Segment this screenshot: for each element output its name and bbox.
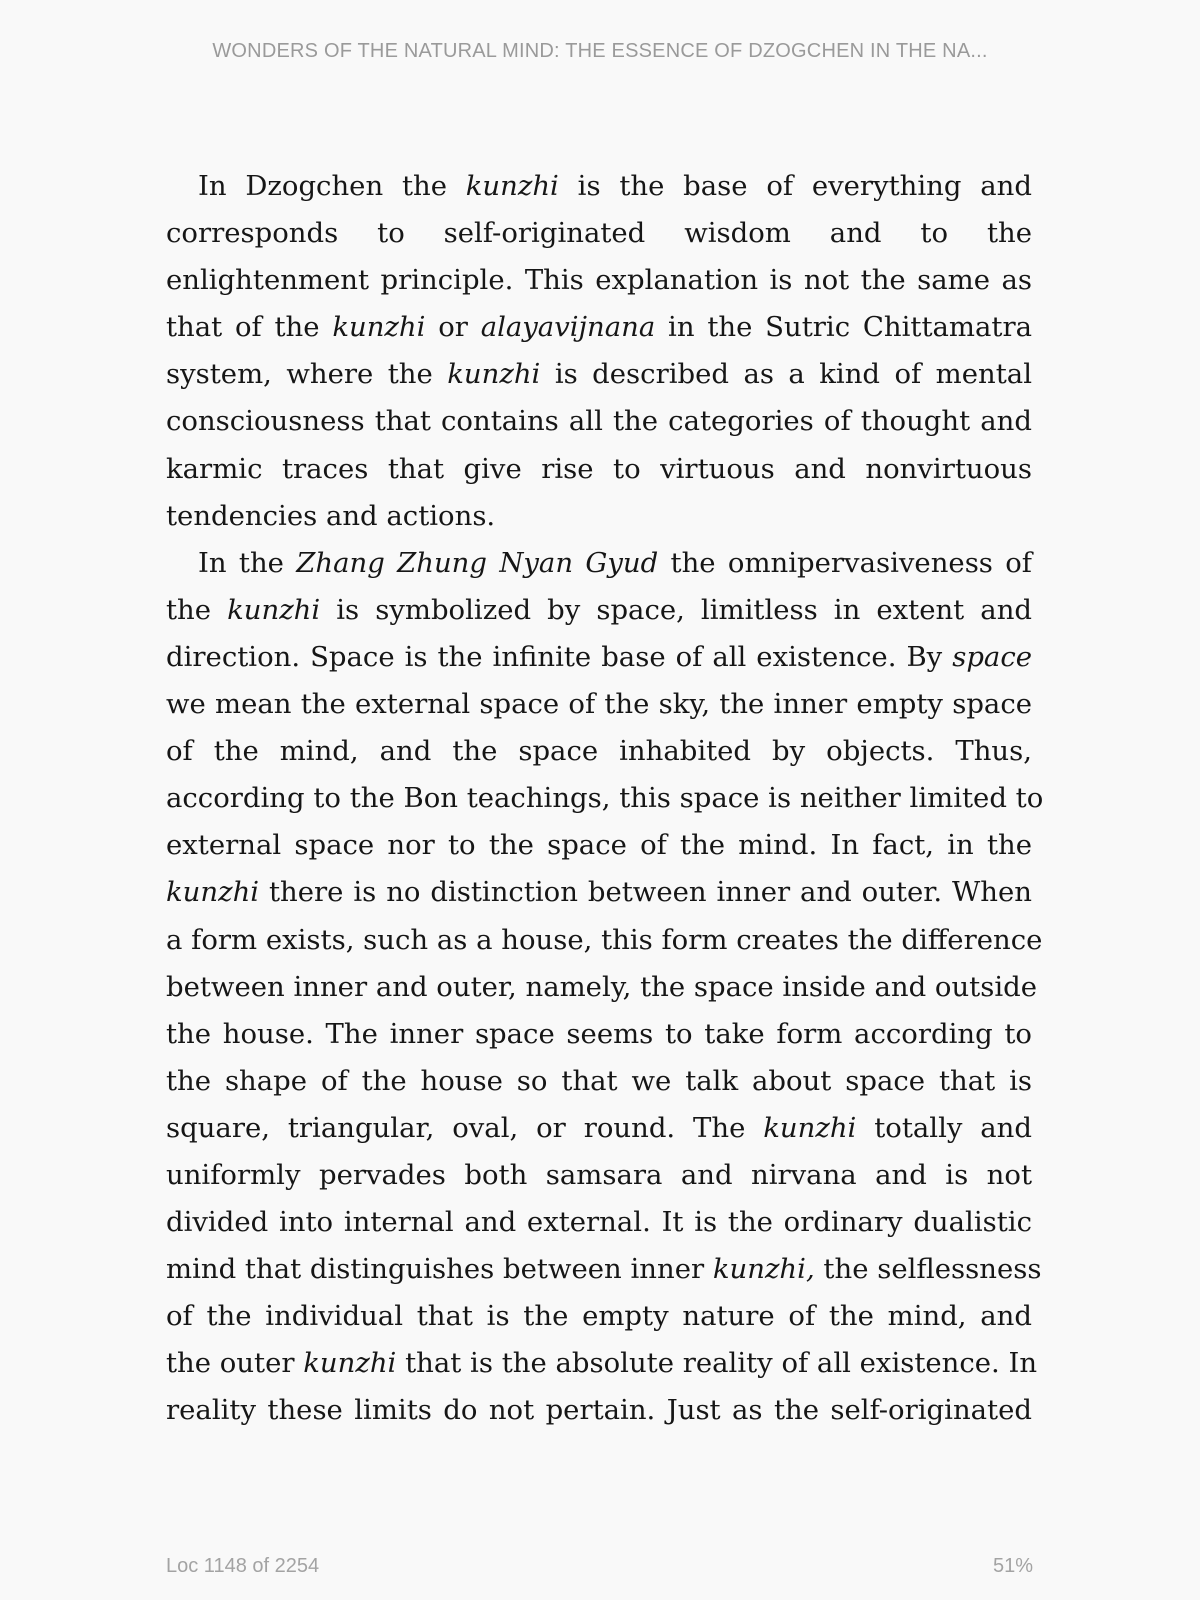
- text-line: [166, 304, 1032, 351]
- text-line: [166, 351, 1032, 398]
- text-run: direction. Space is the infinite base of all existence. By: [166, 640, 953, 673]
- text-line: [166, 210, 1032, 257]
- text-run: is described as a kind of mental: [540, 358, 1032, 391]
- text-run: of the individual that is the empty nature of the mind, and: [166, 1300, 1032, 1333]
- text-line: [166, 493, 1032, 540]
- text-run: a form exists, such as a house, this form creates the difference: [166, 923, 1043, 956]
- text-run: according to the Bon teachings, this space is neither limited to: [166, 782, 1044, 815]
- text-line: [166, 1152, 1032, 1199]
- text-line: [166, 587, 1032, 634]
- italic-term: Zhang Zhung Nyan Gyud: [296, 546, 659, 579]
- text-run: of the mind, and the space inhabited by objects. Thus,: [166, 735, 1032, 768]
- location-indicator[interactable]: Loc 1148 of 2254: [166, 1555, 320, 1577]
- text-run: that of the: [166, 311, 333, 344]
- italic-term: kunzhi: [332, 311, 426, 344]
- text-line: [166, 398, 1032, 445]
- text-run: system, where the: [166, 358, 448, 391]
- reading-area[interactable]: [166, 163, 1044, 1435]
- text-line: [166, 163, 1032, 210]
- text-line: [166, 446, 1032, 493]
- italic-term: space: [952, 640, 1032, 673]
- book-title-header[interactable]: WONDERS OF THE NATURAL MIND: THE ESSENCE OF DZOGCHEN IN THE NA...: [212, 40, 988, 62]
- text-run: In the: [198, 546, 297, 579]
- text-line: [166, 822, 1032, 869]
- text-run: the outer: [166, 1347, 304, 1380]
- text-run: we mean the external space of the sky, the inner empty space: [166, 688, 1032, 721]
- text-run: reality these limits do not pertain. Just as the self-originated: [166, 1394, 1032, 1427]
- text-run: karmic traces that give rise to virtuous and nonvirtuous: [166, 452, 1032, 485]
- text-line: [166, 681, 1032, 728]
- text-run: In Dzogchen the: [198, 170, 466, 202]
- text-run: uniformly pervades both samsara and nirvana and is not: [166, 1158, 1032, 1191]
- text-line: [166, 1105, 1032, 1152]
- italic-term: alayavijnana: [480, 311, 656, 344]
- text-line: [166, 1246, 1042, 1293]
- text-line: [166, 1293, 1032, 1340]
- italic-term: kunzhi: [763, 1111, 857, 1144]
- text-line: [166, 1387, 1032, 1434]
- text-run: that is the absolute reality of all existence. In: [396, 1347, 1038, 1380]
- text-run: between inner and outer, namely, the space inside and outside: [166, 970, 1038, 1003]
- text-run: there is no distinction between inner and outer. When: [259, 876, 1032, 909]
- text-line: [166, 634, 1032, 681]
- italic-term: kunzhi: [447, 358, 541, 391]
- text-line: [166, 869, 1032, 916]
- text-run: the shape of the house so that we talk about space that is: [166, 1064, 1032, 1097]
- italic-term: kunzhi: [303, 1347, 397, 1380]
- progress-percent[interactable]: 51%: [992, 1555, 1033, 1577]
- text-run: the omnipervasiveness of: [658, 546, 1032, 579]
- text-run: mind that distinguishes between inner: [166, 1253, 713, 1286]
- text-line: [166, 964, 1038, 1011]
- text-line: [166, 1340, 1038, 1387]
- text-line: [166, 257, 1032, 304]
- text-run: or: [425, 311, 481, 344]
- text-run: in the Sutric Chittamatra: [655, 311, 1032, 344]
- italic-term: kunzhi: [166, 876, 260, 909]
- text-line: [166, 728, 1032, 775]
- text-line: [166, 775, 1044, 822]
- text-run: enlightenment principle. This explanation is not the same as: [166, 264, 1032, 297]
- paragraph-2: [166, 540, 1044, 1435]
- text-run: consciousness that contains all the categories of thought and: [166, 405, 1032, 438]
- text-run: is the base of everything and: [558, 170, 1032, 202]
- text-line: [166, 1011, 1032, 1058]
- text-run: is symbolized by space, limitless in extent and: [320, 593, 1033, 626]
- text-run: tendencies and actions.: [166, 499, 496, 532]
- text-run: divided into internal and external. It is the ordinary dualistic: [166, 1206, 1032, 1239]
- paragraph-1: [166, 163, 1032, 540]
- text-run: square, triangular, oval, or round. The: [166, 1111, 764, 1144]
- text-run: the: [166, 593, 228, 626]
- text-line: [166, 540, 1032, 587]
- text-line: [166, 1199, 1032, 1246]
- text-line: [166, 1058, 1032, 1105]
- text-run: totally and: [856, 1111, 1032, 1144]
- text-run: external space nor to the space of the mind. In fact, in the: [166, 829, 1032, 862]
- italic-term: kunzhi: [227, 593, 321, 626]
- italic-term: kunzhi,: [712, 1253, 815, 1286]
- text-run: the selflessness: [814, 1253, 1042, 1286]
- text-run: the house. The inner space seems to take form according to: [166, 1017, 1032, 1050]
- italic-term: kunzhi: [465, 170, 559, 202]
- text-run: corresponds to self-originated wisdom and to the: [166, 217, 1032, 250]
- text-line: [166, 917, 1043, 964]
